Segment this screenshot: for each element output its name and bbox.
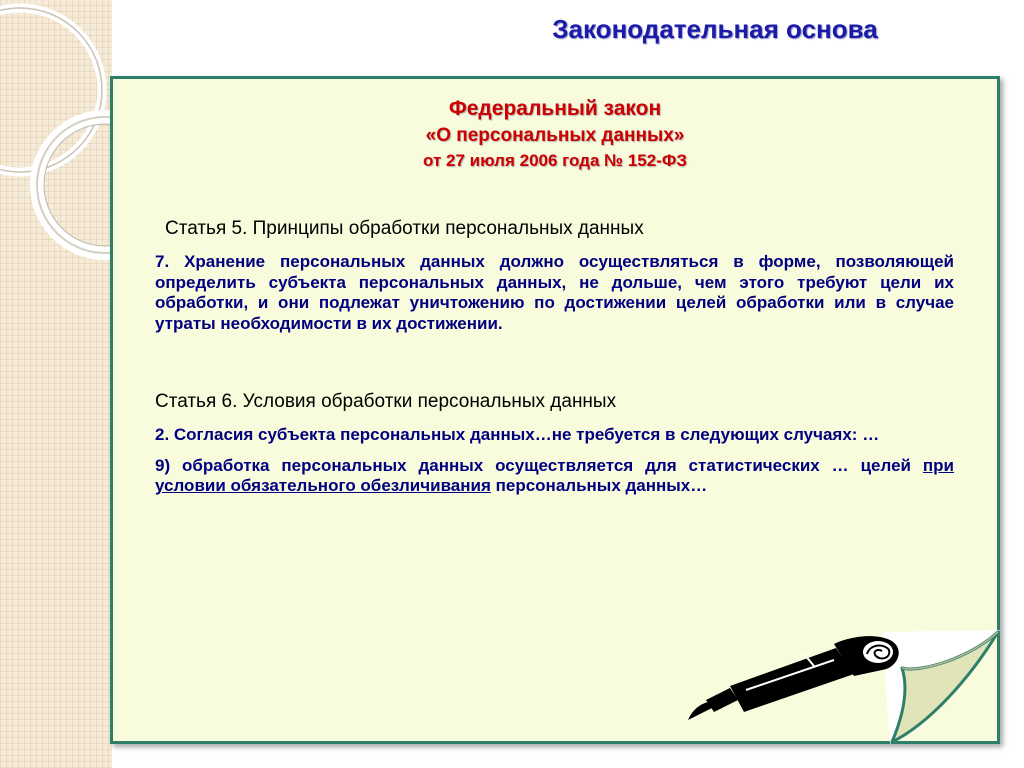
- item9-underlined-text: при условии обязательного обезличивания: [155, 455, 954, 495]
- article5-text: 7. Хранение персональных данных должно осуществляться в форме, позволяющей определить субъекта персональных данных, не дольше, чем этого требуют цели их обработки, и они подлежат уничтожению по достижении целей обработки или в случае утраты необходимости в их достижении.: [155, 252, 954, 333]
- article6-item2: 2. Согласия субъекта персональных данных…не требуется в следующих случаях: …: [155, 425, 880, 444]
- slide-title: Законодательная основа: [552, 14, 878, 44]
- item9-text: 9) обработка персональных данных осуществляется для статистических … целей: [155, 455, 923, 475]
- article6-heading: Статья 6. Условия обработки персональных данных: [155, 391, 617, 412]
- content-body: [155, 212, 954, 507]
- law-header: [110, 95, 1000, 173]
- law-name: «О персональных данных»: [425, 125, 685, 146]
- law-date: от 27 июля 2006 года № 152-ФЗ: [422, 151, 687, 170]
- item9-text-end: персональных данных…: [490, 476, 708, 495]
- law-title: Федеральный закон: [448, 97, 662, 120]
- fountain-pen-icon: [686, 630, 906, 725]
- article5-heading: Статья 5. Принципы обработки персональных данных: [165, 218, 644, 239]
- article6-item9: [155, 456, 954, 497]
